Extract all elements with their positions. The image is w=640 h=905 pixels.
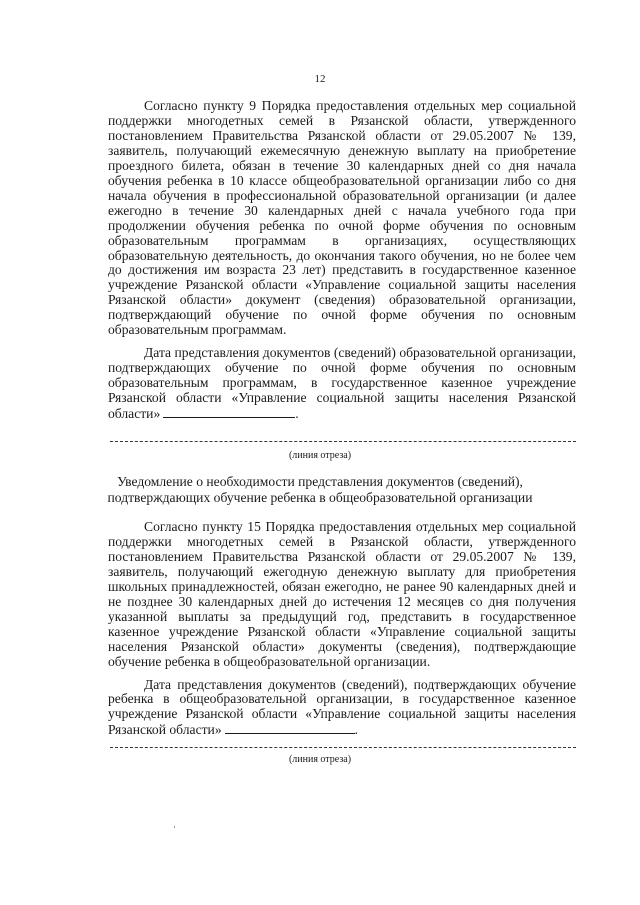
notice-title-line-2: подтверждающих обучение ребенка в общеобразовательной организации xyxy=(107,490,533,505)
cut-line-1 xyxy=(110,441,576,442)
cut-line-2 xyxy=(110,747,576,748)
section-1-paragraph-1: Согласно пункту 9 Порядка предоставления отдельных мер социальной поддержки многодетных семей в Рязанской области, утвержденного постановлением Правительства Рязанской области от 29.05.2007 № 139, заявитель, получающий ежемесячную денежную выплату на приобретение проездного билета, обязан в течение 30 календарных дней со дня начала обучения ребенка в 10 классе общеобразовательной организации либо со дня начала обучения в профессиональной образовательной организации (и далее ежегодно в течение 30 календарных дней с начала учебного года при продолжении обучения ребенка по очной форме обучения по основным образовательным программам в организациях, осуществляющих образовательную деятельность, до окончания такого обучения, но не более чем до достижения им возраста 23 лет) представить в государственное казенное учреждение Рязанской области «Управление социальной защиты населения Рязанской области» документ (сведения) образовательной организации, подтверждающий обучение по очной форме обучения по основным образовательным программам. xyxy=(108,98,576,338)
page-number: 12 xyxy=(314,73,326,85)
date-blank-field-1[interactable] xyxy=(163,406,295,418)
section-2-paragraph-2 xyxy=(108,678,576,739)
scan-speck xyxy=(174,826,175,828)
section-1 xyxy=(108,99,576,422)
section-2 xyxy=(108,520,576,738)
cut-line-label-2: (линия отреза) xyxy=(288,754,352,765)
notice-title xyxy=(0,474,640,506)
cut-line-label-1: (линия отреза) xyxy=(288,450,352,461)
section-2-paragraph-2-text: Дата представления документов (сведений), подтверждающих обучение ребенка в общеобразовательной организации, в государственное казенное учреждение Рязанской области «Управление социальной защиты населения Рязанской области» xyxy=(108,676,576,738)
section-1-paragraph-2 xyxy=(108,346,576,422)
date-blank-field-2[interactable] xyxy=(225,722,355,734)
notice-title-line-1: Уведомление о необходимости представления документов (сведений), xyxy=(117,474,523,489)
section-1-paragraph-2-text: Дата представления документов (сведений) образовательной организации, подтверждающих обучение по очной форме обучения по основным образовательным программам, в государственное казенное учреждение Рязанской области «Управление социальной защиты населения Рязанской области» xyxy=(108,345,576,422)
section-1-paragraph-2-end: . xyxy=(295,406,299,422)
section-2-paragraph-2-end: . xyxy=(354,722,359,738)
section-2-paragraph-1: Согласно пункту 15 Порядка предоставления отдельных мер социальной поддержки многодетных семей в Рязанской области, утвержденного постановлением Правительства Рязанской области от 29.05.2007 № 139, заявитель, получающий ежегодную денежную выплату для приобретения школьных принадлежностей, обязан ежегодно, не ранее 90 календарных дней и не позднее 30 календарных дней до истечения 12 месяцев со дня получения указанной выплаты за предыдущий год, представить в государственное казенное учреждение Рязанской области «Управление социальной защиты населения Рязанской области» документы (сведения), подтверждающие обучение ребенка в общеобразовательной организации. xyxy=(108,519,576,669)
